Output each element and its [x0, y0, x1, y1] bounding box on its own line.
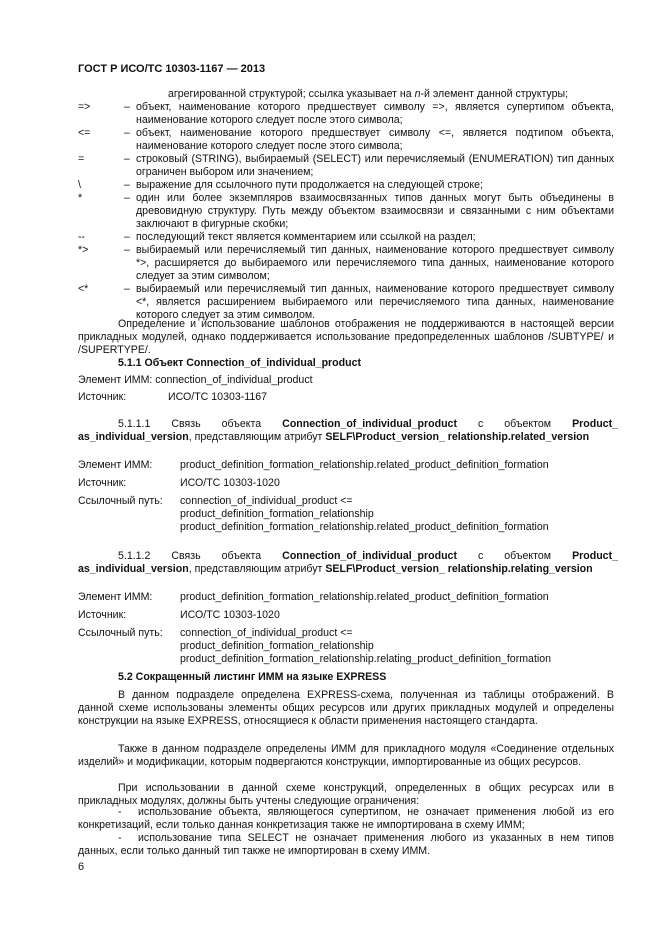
definition-text: объект, наименование которого предшествует символу <=, является подтипом объекта, наименование которого следует после этого символа;	[136, 127, 614, 152]
dash: –	[124, 283, 130, 295]
definition-item	[78, 127, 614, 153]
definition-item	[78, 179, 614, 192]
element-line: Элемент ИММ: connection_of_individual_product	[78, 374, 313, 386]
dash: –	[124, 153, 130, 165]
italic-n: n	[414, 88, 421, 100]
definition-symbol: <=	[78, 127, 91, 139]
dash: –	[124, 127, 130, 139]
definition-text: объект, наименование которого предшествует символу =>, является супертипом объекта, наименование которого следует после этого символа;	[136, 101, 614, 126]
definition-text: выражение для ссылочного пути продолжается на следующей строке;	[136, 179, 483, 191]
page-number: 6	[78, 861, 85, 873]
paragraph-templates: Определение и использование шаблонов отображения не поддерживаются в настоящей версии прикладных модулей, однако поддерживается использование предопределенных шаблонов /SUBTYPE/ и /SUPERTYPE/.	[78, 318, 614, 356]
bullet: -	[118, 832, 122, 844]
object-name: Connection_of_individual_product	[282, 550, 457, 562]
section-5-1-1-1-heading	[78, 418, 618, 444]
definition-symbol: \	[78, 179, 81, 191]
definition-item	[78, 153, 614, 179]
path-line: product_definition_formation_relationship	[180, 508, 374, 520]
definition-continuation	[78, 88, 614, 101]
attribute-name: SELF\Product_version_ relationship.related_version	[325, 431, 590, 443]
target-object: Product_ as_individual_version	[78, 418, 618, 443]
section-5-2-paragraph-3: При использовании в данной схеме конструкций, определенных в общих ресурсах или в прикладных модулях, должны быть учтены следующие ограничения:	[78, 782, 614, 807]
path-line: product_definition_formation_relationship.relating_product_definition_formation	[180, 653, 552, 665]
dash: –	[124, 192, 130, 204]
definition-symbol: <*	[78, 283, 89, 295]
section-5-2-paragraph-2: Также в данном подразделе определены ИММ для прикладного модуля «Соединение отдельных изделий» и модификации, которым подвергаются конструкции, импортированные из общих ресурсов.	[78, 743, 614, 768]
definition-text: один или более экземпляров взаимосвязанных типов данных могут быть объединены в древовидную структуру. Путь между объектом взаимосвязи и связанными с ним объектами заключают в фигурные скобки;	[136, 192, 614, 230]
definition-item	[78, 283, 614, 322]
source-label: Источник:	[78, 609, 127, 621]
dash: –	[124, 179, 130, 191]
dash: –	[124, 244, 130, 256]
dash: –	[124, 231, 130, 243]
section-5-1-1-2-mapping	[78, 591, 618, 666]
restriction-item-2	[78, 832, 614, 858]
element-value: product_definition_formation_relationship.related_product_definition_formation	[180, 459, 549, 471]
path-line: connection_of_individual_product <=	[180, 627, 353, 639]
reference-path-label: Ссылочный путь:	[78, 495, 163, 507]
subsection-number: 5.1.1.1 Связь объекта	[118, 418, 283, 430]
reference-path-label: Ссылочный путь:	[78, 627, 163, 639]
page-header: ГОСТ Р ИСО/ТС 10303-1167 — 2013	[78, 63, 266, 75]
restriction-text: использование объекта, являющегося супертипом, не означает применения любой из его конкретизаций, если только данная конкретизация также не импортирована в схему ИММ;	[78, 806, 614, 831]
source-label: Источник:	[78, 477, 127, 489]
definition-symbol: *>	[78, 244, 89, 256]
section-5-2-heading: 5.2 Сокращенный листинг ИММ на языке EXPRESS	[118, 671, 387, 683]
definition-symbol: *	[78, 192, 83, 204]
definition-symbol: =	[78, 153, 85, 165]
definition-continuation-text: агрегированной структурой; ссылка указывает на	[168, 88, 415, 100]
subsection-number: 5.1.1.2 Связь объекта	[118, 550, 283, 562]
restriction-text: использование типа SELECT не означает применения любого из указанных в нем типов данных, если только данный тип также не импортирован в схему ИММ.	[78, 832, 614, 857]
definition-text: выбираемый или перечисляемый тип данных, наименование которого предшествует символу <*, является расширением выбираемого или перечисляемого типа данных, наименование которого следует за этим символом.	[136, 283, 614, 321]
section-5-1-1-2-heading	[78, 550, 618, 576]
dash: –	[124, 101, 130, 113]
element-label: Элемент ИММ:	[78, 591, 153, 603]
definition-text: строковый (STRING), выбираемый (SELECT) или перечисляемый (ENUMERATION) тип данных ограничен выбором или значением;	[136, 153, 614, 178]
definition-symbol: --	[78, 231, 86, 243]
target-object: Product_ as_individual_version	[78, 550, 618, 575]
path-line: connection_of_individual_product <=	[180, 495, 353, 507]
definition-text: последующий текст является комментарием или ссылкой на раздел;	[136, 231, 476, 243]
symbol-definitions	[78, 88, 614, 322]
section-5-1-1-element	[78, 374, 618, 404]
source-value: ИСО/ТС 10303-1020	[180, 609, 280, 621]
definition-item	[78, 101, 614, 127]
object-name: Connection_of_individual_product	[282, 418, 457, 430]
section-5-1-1-1-mapping	[78, 459, 618, 534]
heading-connector: с объектом	[456, 550, 573, 562]
section-5-1-1-heading: 5.1.1 Объект Connection_of_individual_product	[118, 357, 361, 369]
definition-item	[78, 192, 614, 231]
reference-path	[180, 627, 618, 666]
definition-item	[78, 244, 614, 283]
source-label: Источник:	[78, 391, 127, 403]
reference-path	[180, 495, 618, 534]
element-label: Элемент ИММ:	[78, 459, 153, 471]
source-value: ИСО/ТС 10303-1167	[168, 391, 268, 403]
definition-symbol: =>	[78, 101, 91, 113]
restriction-item-1	[78, 806, 614, 832]
attribute-name: SELF\Product_version_ relationship.relating_version	[325, 563, 593, 575]
heading-connector-2: , представляющим атрибут	[188, 431, 326, 443]
bullet: -	[118, 806, 122, 818]
heading-connector: с объектом	[456, 418, 573, 430]
definition-item	[78, 231, 614, 244]
source-value: ИСО/ТС 10303-1020	[180, 477, 280, 489]
definition-text: выбираемый или перечисляемый тип данных, наименование которого предшествует символу *>, расширяется до выбираемого или перечисляемого типа данных, наименование которого следует за этим символом;	[136, 244, 614, 282]
definition-list	[78, 101, 614, 322]
definition-continuation-tail: -й элемент данной структуры;	[420, 88, 569, 100]
section-5-2-paragraph-1: В данном подразделе определена EXPRESS-схема, полученная из таблицы отображений. В данной схеме использованы элементы общих ресурсов или других прикладных модулей и определены конструкции на языке EXPRESS, относящиеся к области применения настоящего стандарта.	[78, 689, 614, 727]
heading-connector-2: , представляющим атрибут	[188, 563, 326, 575]
element-value: product_definition_formation_relationship.related_product_definition_formation	[180, 591, 549, 603]
path-line: product_definition_formation_relationship	[180, 640, 374, 652]
path-line: product_definition_formation_relationship.related_product_definition_formation	[180, 521, 549, 533]
